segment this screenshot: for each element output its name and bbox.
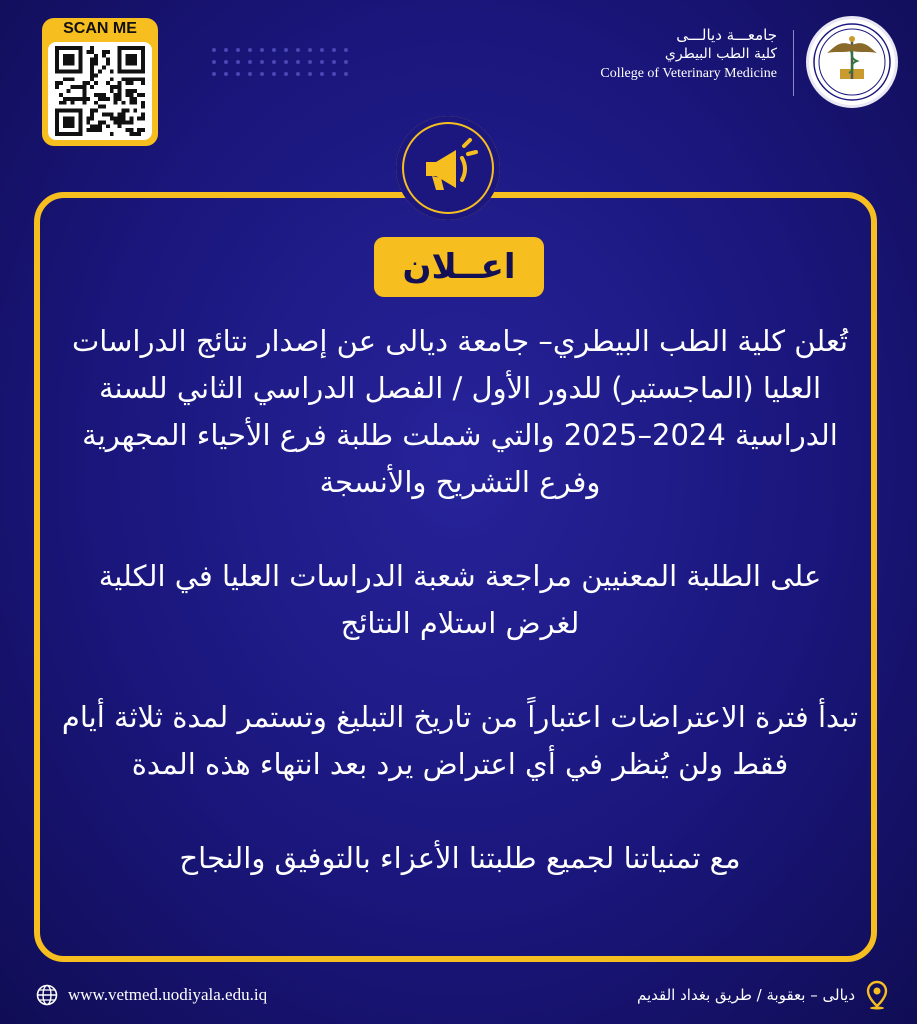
qr-label: SCAN ME — [63, 20, 137, 37]
announcement-body — [60, 318, 860, 882]
website-url: www.vetmed.uodiyala.edu.iq — [68, 985, 268, 1004]
footer-website[interactable] — [36, 984, 267, 1006]
qr-code-icon — [48, 42, 152, 140]
qr-code-card[interactable] — [42, 18, 158, 146]
college-name-ar: كلية الطب البيطري — [664, 46, 777, 62]
announcement-paragraph-objections: تبدأ فترة الاعتراضات اعتباراً من تاريخ التبليغ وتستمر لمدة ثلاثة أيام فقط ولن يُنظر في أي اعتراض يرد بعد انتهاء هذه المدة — [61, 700, 859, 781]
announcement-title-box — [374, 237, 544, 297]
megaphone-icon — [404, 124, 492, 212]
college-logo-icon — [806, 16, 898, 108]
announcement-title: اعــلان — [402, 247, 516, 287]
announcement-paragraph-review: على الطلبة المعنيين مراجعة شعبة الدراسات العليا في الكلية لغرض استلام النتائج — [98, 559, 822, 640]
megaphone-badge — [396, 116, 500, 220]
announcement-paragraph-results: تُعلن كلية الطب البيطري– جامعة ديالى عن إصدار نتائج الدراسات العليا (الماجستير) للدور الأول / الفصل الدراسي الثاني للسنة الدراسية 2024–2025 والتي شملت طلبة فرع الأحياء المجهرية وفرع التشريح والأنسجة — [71, 324, 849, 499]
university-name-ar: جامعـــة ديالـــى — [676, 26, 777, 44]
globe-icon — [36, 984, 58, 1006]
college-name-en: College of Veterinary Medicine — [600, 66, 777, 81]
address-text: ديالى – بعقوبة / طريق بغداد القديم — [636, 986, 855, 1004]
announcement-paragraph-wishes: مع تمنياتنا لجميع طلبتنا الأعزاء بالتوفيق والنجاح — [179, 841, 741, 875]
location-pin-icon — [865, 980, 889, 1010]
header-divider — [793, 30, 794, 96]
decorative-dots — [212, 48, 362, 78]
footer-address — [637, 980, 889, 1010]
college-brand — [537, 26, 777, 82]
